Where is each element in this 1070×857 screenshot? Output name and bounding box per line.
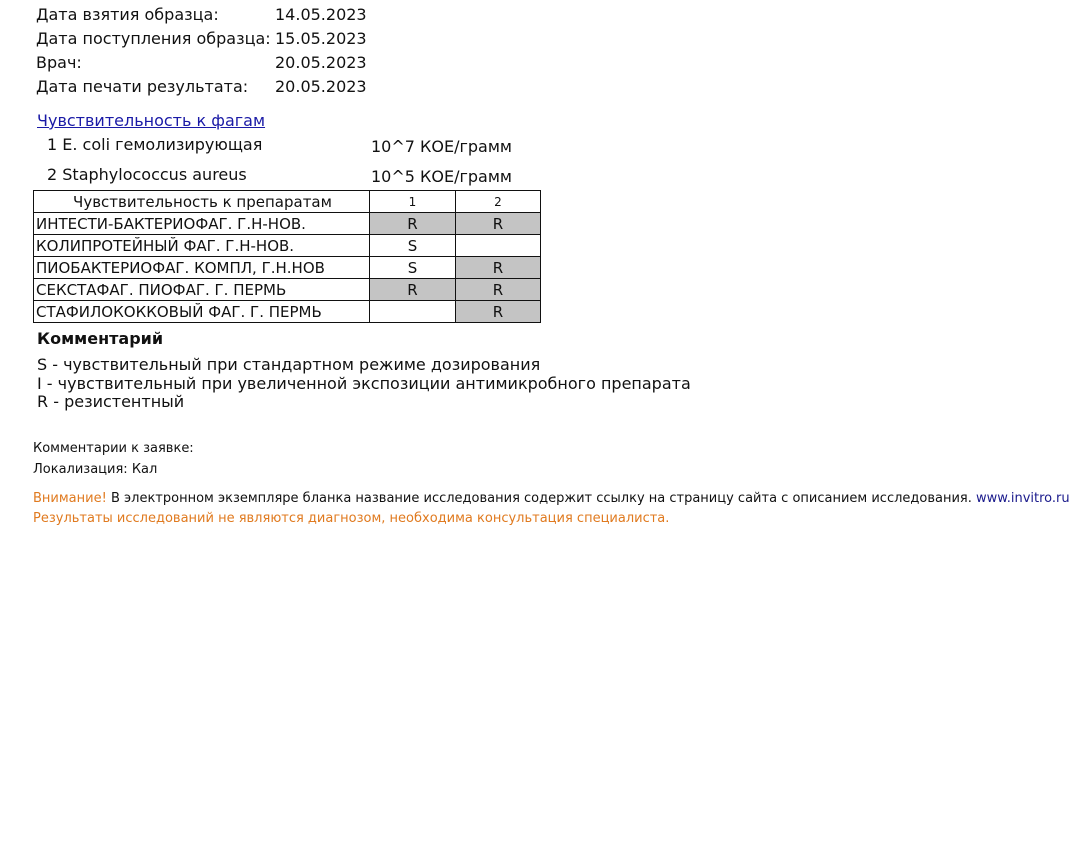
- drug-name: ПИОБАКТЕРИОФАГ. КОМПЛ, Г.Н.НОВ: [34, 257, 370, 279]
- order-comments-label: Комментарии к заявке:: [33, 441, 194, 456]
- sample-date-label: Дата взятия образца:: [36, 5, 219, 24]
- organism-name: 1 E. coli гемолизирующая: [47, 135, 263, 154]
- received-date-row: [36, 29, 367, 49]
- sample-date-value: 14.05.2023: [275, 5, 367, 24]
- received-date-value: 15.05.2023: [275, 29, 367, 48]
- legend-s: S - чувствительный при стандартном режиме дозирования: [37, 355, 541, 374]
- result-cell: R: [370, 279, 456, 301]
- drug-name: КОЛИПРОТЕЙНЫЙ ФАГ. Г.Н-НОВ.: [34, 235, 370, 257]
- header-col-1: 1: [370, 191, 456, 213]
- drug-name: ИНТЕСТИ-БАКТЕРИОФАГ. Г.Н-НОВ.: [34, 213, 370, 235]
- legend-r: R - резистентный: [37, 392, 185, 411]
- result-cell: R: [456, 279, 541, 301]
- doctor-label: Врач:: [36, 53, 82, 72]
- result-cell: R: [456, 213, 541, 235]
- attention-label: Внимание!: [33, 491, 107, 506]
- drug-name: СЕКСТАФАГ. ПИОФАГ. Г. ПЕРМЬ: [34, 279, 370, 301]
- header-drugs: Чувствительность к препаратам: [34, 191, 370, 213]
- phage-sensitivity-link[interactable]: Чувствительность к фагам: [37, 111, 266, 130]
- sensitivity-table: [33, 190, 541, 323]
- drug-name: СТАФИЛОКОККОВЫЙ ФАГ. Г. ПЕРМЬ: [34, 301, 370, 323]
- localization-text: Локализация: Кал: [33, 462, 158, 477]
- result-cell: S: [370, 235, 456, 257]
- result-cell: S: [370, 257, 456, 279]
- table-row: [34, 279, 541, 301]
- organism-name: 2 Staphylococcus aureus: [47, 165, 247, 184]
- result-cell: R: [456, 301, 541, 323]
- doctor-value: 20.05.2023: [275, 53, 367, 72]
- table-row: [34, 235, 541, 257]
- print-date-label: Дата печати результата:: [36, 77, 249, 96]
- doctor-row: [36, 53, 367, 73]
- notice-line: [33, 490, 1070, 507]
- comment-title: Комментарий: [37, 329, 164, 348]
- disclaimer-text: Результаты исследований не являются диагнозом, необходима консультация специалиста.: [33, 511, 670, 526]
- table-header-row: [34, 191, 541, 213]
- result-cell: R: [456, 257, 541, 279]
- table-row: [34, 301, 541, 323]
- print-date-value: 20.05.2023: [275, 77, 367, 96]
- header-col-2: 2: [456, 191, 541, 213]
- print-date-row: [36, 77, 367, 97]
- site-link[interactable]: www.invitro.ru: [976, 491, 1070, 506]
- organism-row-2: [47, 165, 512, 186]
- result-cell: [370, 301, 456, 323]
- table-row: [34, 213, 541, 235]
- sample-date-row: [36, 5, 367, 25]
- organism-count: 10^5 КОЕ/грамм: [371, 167, 512, 186]
- notice-text: В электронном экземпляре бланка название исследования содержит ссылку на страницу сайта с описанием исследования.: [106, 491, 977, 506]
- received-date-label: Дата поступления образца:: [36, 29, 271, 48]
- organism-count: 10^7 КОЕ/грамм: [371, 137, 512, 156]
- legend-i: I - чувствительный при увеличенной экспозиции антимикробного препарата: [37, 374, 691, 393]
- result-cell: R: [370, 213, 456, 235]
- result-cell: [456, 235, 541, 257]
- organism-row-1: [47, 135, 512, 156]
- table-row: [34, 257, 541, 279]
